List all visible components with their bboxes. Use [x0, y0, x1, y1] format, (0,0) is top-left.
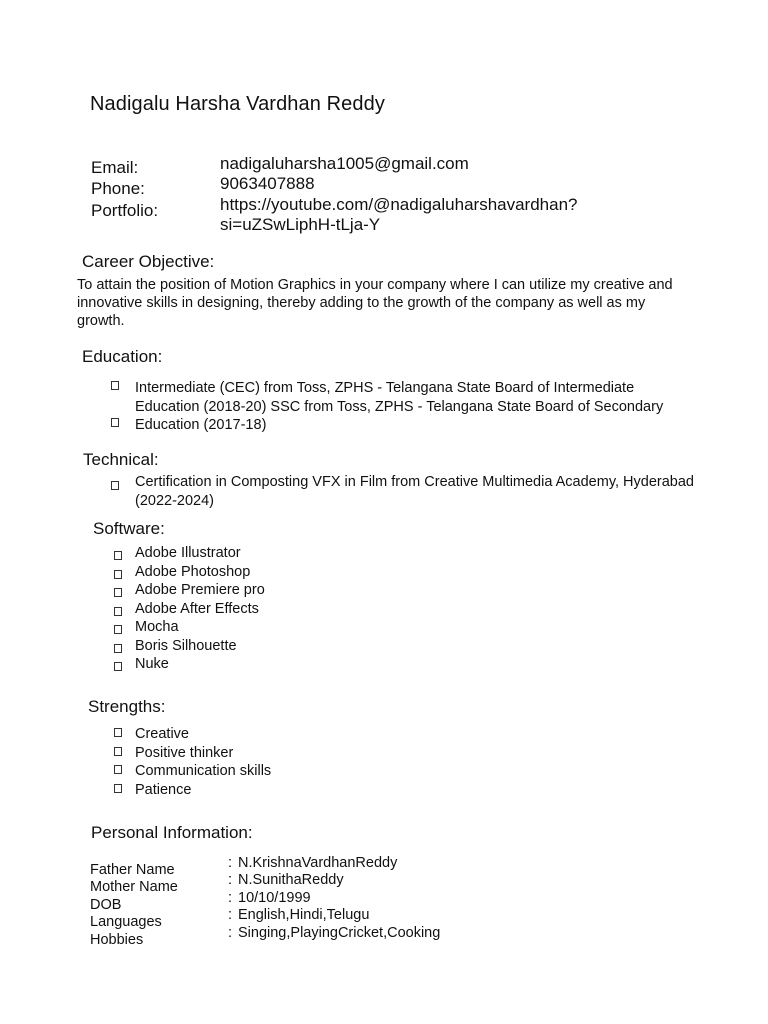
personal-info-label: Father Name [90, 862, 175, 878]
list-item: Adobe After Effects [135, 600, 259, 617]
personal-info-separator: : [228, 890, 233, 906]
personal-info-label: Languages [90, 914, 162, 930]
strengths-heading: Strengths: [88, 697, 166, 716]
personal-info-label: Mother Name [90, 879, 178, 895]
career-objective-text: To attain the position of Motion Graphics in your company where I can utilize my creative and innovative skills in designing, thereby adding to the growth of the company as well as my growth. [77, 277, 673, 329]
technical-heading: Technical: [83, 450, 159, 469]
list-item: Communication skills [135, 763, 272, 779]
technical-text: Certification in Composting VFX in Film from Creative Multimedia Academy, Hyderabad (2022-2024) [135, 474, 694, 509]
software-heading: Software: [93, 519, 165, 538]
bullet-icon [111, 418, 119, 427]
bullet-icon [114, 607, 122, 616]
email-value[interactable]: nadigaluharsha1005@gmail.com [220, 154, 469, 173]
bullet-icon [111, 481, 119, 490]
bullet-icon [114, 765, 122, 774]
personal-info-separator: : [228, 925, 233, 941]
list-item: Creative [135, 726, 189, 742]
list-item: Adobe Premiere pro [135, 582, 265, 598]
email-label: Email: [91, 158, 139, 177]
portfolio-label: Portfolio: [91, 201, 159, 220]
education-text: Intermediate (CEC) from Toss, ZPHS - Telangana State Board of Intermediate Education (2018-20) SSC from Toss, ZPHS - Telangana State Board of Secondary Education (2017-18) [135, 380, 664, 433]
list-item: Adobe Photoshop [135, 563, 251, 580]
personal-info-value: English,Hindi,Telugu [238, 907, 370, 923]
bullet-icon [114, 728, 122, 737]
bullet-icon [114, 588, 122, 597]
phone-label: Phone: [91, 179, 145, 198]
list-item: Positive thinker [135, 744, 234, 761]
phone-value: 9063407888 [220, 174, 315, 193]
list-item: Adobe Illustrator [135, 545, 241, 561]
personal-info-value: N.KrishnaVardhanReddy [238, 855, 398, 871]
education-heading: Education: [82, 347, 163, 366]
personal-info-separator: : [228, 872, 233, 888]
personal-info-separator: : [228, 855, 233, 871]
list-item: Mocha [135, 619, 179, 635]
bullet-icon [114, 662, 122, 671]
bullet-icon [114, 784, 122, 793]
bullet-icon [114, 747, 122, 756]
list-item: Patience [135, 781, 192, 798]
resume-name: Nadigalu Harsha Vardhan Reddy [90, 93, 385, 115]
bullet-icon [114, 625, 122, 634]
bullet-icon [114, 551, 122, 560]
portfolio-link-continued[interactable]: si=uZSwLiphH-tLja-Y [220, 215, 381, 234]
career-objective-heading: Career Objective: [82, 252, 215, 271]
portfolio-link[interactable]: https://youtube.com/@nadigaluharshavardhan? [220, 195, 578, 214]
bullet-icon [114, 570, 122, 579]
bullet-icon [111, 381, 119, 390]
personal-info-value: N.SunithaReddy [238, 872, 344, 888]
personal-info-label: DOB [90, 897, 122, 913]
personal-info-value: Singing,PlayingCricket,Cooking [238, 925, 441, 941]
bullet-icon [114, 644, 122, 653]
personal-info-separator: : [228, 907, 233, 923]
personal-info-value: 10/10/1999 [238, 890, 311, 906]
list-item: Boris Silhouette [135, 637, 237, 654]
personal-info-label: Hobbies [90, 932, 144, 948]
personal-information-heading: Personal Information: [91, 823, 253, 842]
list-item: Nuke [135, 656, 169, 672]
